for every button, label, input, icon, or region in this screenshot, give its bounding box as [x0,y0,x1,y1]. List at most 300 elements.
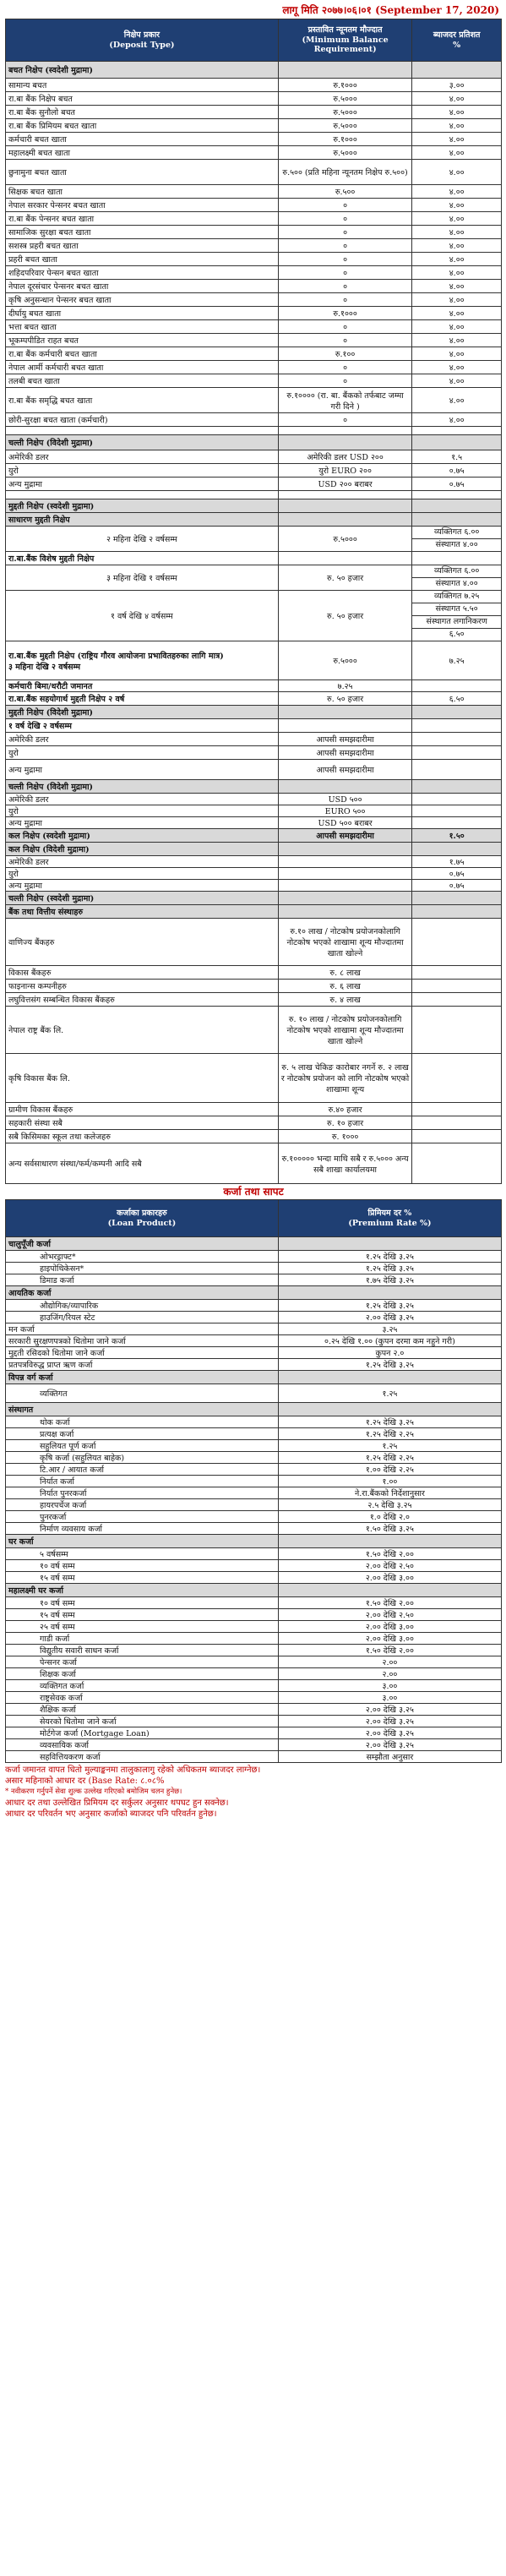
min-balance-cell: ० [278,413,411,427]
rate-cell: ४.०० [412,320,502,334]
deposit-section-row [6,829,502,843]
premium-rate-cell: कुपन २.० [278,1347,501,1359]
deposit-type-header-en: (Deposit Type) [109,40,175,50]
deposit-type-cell: ३ महिना देखि १ वर्षसम्म [6,565,279,591]
min-balance-cell: रु.५०० [278,185,411,199]
premium-rate-cell: १.७५ देखि ३.२५ [278,1274,501,1286]
deposit-type-cell: छोरी-सुरक्षा बचत खाता (कर्मचारी) [6,413,279,427]
premium-rate-cell: २.०० देखि ३.२५ [278,1312,501,1323]
loan-product-cell: टि.आर / आयात कर्जा [6,1464,279,1476]
deposit-spacer-row [6,427,502,435]
loan-row [6,1680,502,1692]
rate-cell [412,780,502,794]
min-balance-cell: रु.१००० [278,307,411,320]
rate-cell [412,1116,502,1130]
rastriya-label: रा.बा.बैंक मुद्दती निक्षेप (राष्ट्रिय गौरव आयोजना प्रभावितहरुका लागि मात्र) [8,651,224,661]
loan-product-cell: घर कर्जा [6,1535,279,1548]
deposit-type-cell: अमेरिकी डलर [6,856,279,868]
deposit-section-row [6,892,502,905]
min-balance-cell: ० [278,293,411,307]
loan-row [6,1487,502,1499]
min-balance-cell: ० [278,212,411,226]
min-balance-cell: USD ५०० बराबर [278,817,411,829]
loan-product-cell: निर्यात कर्जा [6,1476,279,1487]
deposit-row [6,239,502,253]
premium-rate-cell: १.५० देखि २.०० [278,1645,501,1656]
rate-cell [412,1007,502,1054]
loan-product-cell: हायरपर्चेज कर्जा [6,1499,279,1511]
deposit-row [6,361,502,374]
loan-product-cell: ५ वर्षसम्म [6,1548,279,1560]
fd-general-row [6,527,502,552]
rate-cell [412,491,502,499]
deposit-row [6,92,502,106]
loan-section-row [6,1237,502,1251]
footnotes [5,1765,502,1820]
deposit-row [6,413,502,427]
premium-rate-cell: २.०० देखि २.५० [278,1560,501,1572]
loan-row [6,1251,502,1263]
footnote-line: कर्जा जमानत वापत धितो मुल्याङ्कनमा तालुकालागु रहेको अधिकतम ब्याजदर लाग्नेछ। [5,1766,261,1775]
min-balance-cell: रु.५००० [278,92,411,106]
deposit-type-cell: रा.बा बैंक कर्मचारी बचत खाता [6,347,279,361]
min-balance-cell: ७.२५ [278,680,411,692]
loan-row [6,1656,502,1668]
min-balance-cell [278,719,411,733]
premium-rate-cell: १.२५ देखि ३.२५ [278,1263,501,1274]
min-balance-cell: रु.५००० [278,146,411,160]
loan-product-cell: संस्थागत [6,1403,279,1416]
rate-header-pct: % [453,40,461,50]
premium-rate-cell: १.२५ [278,1384,501,1403]
loan-row [6,1727,502,1739]
loan-product-cell: मुद्दती रसिदको धितोमा जाने कर्जा [6,1347,279,1359]
rate-cell: ४.०० [412,293,502,307]
min-balance-cell: रु.१००० [278,79,411,92]
deposit-type-cell: कृषि विकास बैंक लि. [6,1054,279,1103]
loan-row [6,1692,502,1704]
deposit-row [6,1007,502,1054]
premium-rate-cell [278,1286,501,1300]
deposit-row [6,226,502,239]
min-balance-cell: रु.५००० [278,106,411,119]
rate-cell [412,746,502,760]
loan-row [6,1668,502,1680]
deposit-row [6,450,502,464]
deposit-type-cell: युरो [6,746,279,760]
loan-table-header [6,1200,502,1237]
deposit-table-header [6,19,502,62]
deposit-row [6,334,502,347]
deposit-type-cell: महालक्ष्मी बचत खाता [6,146,279,160]
deposit-row [6,293,502,307]
loan-product-cell: डिमाड कर्जा [6,1274,279,1286]
rate-line: संस्थागत ५.५० [412,603,501,616]
rate-cell: ४.०० [412,266,502,280]
loan-product-cell: औद्योगिक/व्यापारिक [6,1300,279,1312]
deposit-row [6,794,502,805]
loan-product-cell: चालुपूँजी कर्जा [6,1237,279,1251]
rate-cell: ४.०० [412,226,502,239]
fd-special-head-row [6,552,502,565]
rate-cell: ४.०० [412,119,502,133]
rate-cell: ४.०० [412,106,502,119]
premium-rate-cell: १.० देखि २.० [278,1511,501,1523]
deposit-row [6,106,502,119]
rate-cell [412,427,502,435]
deposit-type-cell: लघुवित्तसंग सम्बन्धित विकास बैंकहरु [6,993,279,1007]
deposit-row [6,253,502,266]
deposit-type-cell: सामाजिक सुरक्षा बचत खाता [6,226,279,239]
fd-special-two-row [6,692,502,706]
deposit-section-row [6,62,502,79]
rate-cell [412,513,502,527]
deposit-row [6,993,502,1007]
min-balance-cell [278,892,411,905]
premium-rate-cell [278,1535,501,1548]
premium-rate-cell: १.५० देखि ३.२५ [278,1523,501,1535]
min-balance-cell [278,427,411,435]
deposit-rate-table [5,19,502,1184]
loan-row [6,1452,502,1464]
min-balance-cell: रु. ४ लाख [278,993,411,1007]
rate-line: व्यक्तिगत ७.२५ [412,591,501,603]
footnote-line: * नवीकरण गर्नुपर्ने सेवा शुल्क उल्लेख गरिएको बमोजिम चलन हुनेछ। [5,1787,182,1796]
loan-product-header-np: कर्जाका प्रकारहरु [117,1208,167,1218]
min-balance-cell: ० [278,253,411,266]
loan-section-row [6,1584,502,1597]
min-balance-cell: ० [278,334,411,347]
loan-row [6,1523,502,1535]
min-balance-cell: रु.१०००० (रा. बा. बैंकको तर्फबाट जम्मा गरी दिने ) [278,388,411,413]
rate-cell [412,680,502,692]
premium-rate-cell: २.०० देखि ३.२५ [278,1739,501,1751]
min-balance-cell [278,491,411,499]
deposit-type-cell: अन्य मुद्रामा [6,817,279,829]
deposit-row [6,464,502,478]
premium-rate-cell: १.५० देखि २.०० [278,1597,501,1609]
deposit-type-cell: बचत निक्षेप (स्वदेशी मुद्रामा) [6,62,279,79]
deposit-type-cell: सबै किसिमका स्कूल तथा कलेजहरु [6,1130,279,1143]
premium-rate-cell: १.२५ देखि ३.२५ [278,1300,501,1312]
rate-cell: ४.०० [412,361,502,374]
min-balance-cell: रु. ५ लाख चेकिङ कारोबार नगर्ने रु. २ लाख र नोटकोष प्रयोजन को लागि नोटकोष भएको शाखामा शून्य [278,1054,411,1103]
rate-line: संस्थागत लगानिकरण [412,616,501,629]
footnote-line: आधार दर परिवर्तन भए अनुसार कर्जाको ब्याजदर पनि परिवर्तन हुनेछ। [5,1809,217,1819]
premium-rate-cell: ३.२५ [278,1323,501,1335]
min-balance-cell [278,62,411,79]
deposit-type-cell: दीर्घायु बचत खाता [6,307,279,320]
min-balance-cell: रु. ५० हजार [278,565,411,591]
min-balance-cell: ० [278,280,411,293]
min-balance-cell: रु.५०० (प्रति महिना न्यूनतम निक्षेप रु.५००) [278,160,411,185]
deposit-type-cell: कर्मचारी बचत खाता [6,133,279,146]
deposit-type-cell: फाइनान्स कम्पनीहरु [6,980,279,993]
loan-product-cell: सरकारी सुरक्षणपत्रको धितोमा जाने कर्जा [6,1335,279,1347]
deposit-row [6,760,502,780]
rate-cell: ४.०० [412,307,502,320]
rate-line: संस्थागत ४.०० [435,540,478,549]
rate-cell: ४.०० [412,185,502,199]
premium-rate-cell: १.२५ देखि ३.२५ [278,1416,501,1428]
loan-section-title: कर्जा तथा सापट [5,1184,502,1199]
premium-rate-cell: १.२५ [278,1440,501,1452]
rate-cell: ४.०० [412,347,502,361]
fd-rastriya-row [6,641,502,680]
deposit-type-cell: कल निक्षेप (स्वदेशी मुद्रामा) [6,829,279,843]
deposit-type-cell [6,491,279,499]
footnote-line: असार महिनाको आधार दर (Base Rate: ८.०८% [5,1776,165,1786]
loan-product-cell: प्रतपत्रविरुद्ध प्राप्त ऋण कर्जा [6,1359,279,1371]
deposit-row [6,212,502,226]
loan-row [6,1597,502,1609]
deposit-section-row [6,435,502,450]
deposit-type-cell: प्रहरी बचत खाता [6,253,279,266]
premium-rate-cell: १.०० [278,1476,501,1487]
deposit-type-cell: अमेरिकी डलर [6,794,279,805]
min-balance-cell: रु.५००० [278,119,411,133]
deposit-row [6,719,502,733]
rate-cell: ४.०० [412,334,502,347]
deposit-section-row [6,780,502,794]
rate-cell: ४.०० [412,413,502,427]
deposit-type-header-np: निक्षेप प्रकार [123,30,161,40]
min-balance-cell: EURO ५०० [278,805,411,817]
loan-product-cell: २५ वर्ष सम्म [6,1621,279,1633]
deposit-type-cell: चल्ती निक्षेप (स्वदेशी मुद्रामा) [6,892,279,905]
loan-product-cell: १५ वर्ष सम्म [6,1572,279,1584]
loan-product-cell: विद्युतीय सवारी साधन कर्जा [6,1645,279,1656]
rate-header [412,19,502,62]
loan-row [6,1428,502,1440]
rate-cell: ४.०० [412,212,502,226]
deposit-type-cell: बैंक तथा वित्तीय संस्थाहरु [6,905,279,919]
premium-rate-cell: २.०० देखि ३.०० [278,1621,501,1633]
deposit-type-cell: युरो [6,805,279,817]
loan-product-header-en: (Loan Product) [107,1218,177,1228]
rate-cell [412,919,502,966]
deposit-type-cell: छुनामुना बचत खाता [6,160,279,185]
min-balance-cell [278,513,411,527]
loan-table-body [6,1237,502,1763]
deposit-row [6,1143,502,1184]
loan-product-cell: मन कर्जा [6,1323,279,1335]
loan-product-cell: प्रत्यक्ष कर्जा [6,1428,279,1440]
deposit-section-row [6,706,502,719]
loan-row [6,1621,502,1633]
rastriya-term: ३ महिना देखि २ वर्षसम्म [8,662,81,672]
deposit-row [6,79,502,92]
loan-row [6,1359,502,1371]
premium-rate-header-en: (Premium Rate %) [348,1218,432,1228]
deposit-row [6,199,502,212]
deposit-row [6,880,502,892]
rate-cell: ०.७५ [412,478,502,491]
min-balance-cell: युरो EURO २०० [278,464,411,478]
deposit-type-cell: अन्य मुद्रामा [6,880,279,892]
deposit-type-cell: भूकम्पपीडित राहत बचत [6,334,279,347]
deposit-row [6,980,502,993]
loan-product-cell: हाउजिंग/रियल स्टेट [6,1312,279,1323]
loan-row [6,1440,502,1452]
loan-product-cell: सहवित्तियकरण कर्जा [6,1751,279,1763]
premium-rate-cell: १.५० देखि २.०० [278,1548,501,1560]
deposit-type-cell: रा.बा बैंक निक्षेप बचत [6,92,279,106]
premium-rate-cell: ०.२५ देखि १.०० (कुपन दरमा कम नहुने गरी) [278,1335,501,1347]
deposit-type-cell: युरो [6,868,279,880]
rate-cell [412,905,502,919]
loan-product-header [6,1200,279,1237]
deposit-row [6,856,502,868]
deposit-row [6,1054,502,1103]
loan-row [6,1300,502,1312]
deposit-type-cell: अन्य मुद्रामा [6,760,279,780]
deposit-type-cell: रा.बा बैंक पेन्सनर बचत खाता [6,212,279,226]
loan-product-cell: गाडी कर्जा [6,1633,279,1645]
min-balance-cell: ० [278,266,411,280]
rate-cell [412,591,502,641]
deposit-type-cell: १ वर्ष देखि २ वर्षसम्म [6,719,279,733]
deposit-table-body [6,62,502,1184]
rate-line: व्यक्तिगत ६.०० [412,565,501,578]
loan-product-cell: शैक्षिक कर्जा [6,1704,279,1716]
rate-cell: ०.७५ [412,464,502,478]
deposit-spacer-row [6,491,502,499]
rate-cell: ७.२५ [412,641,502,680]
deposit-section-row [6,499,502,513]
deposit-type-cell: नेपाल आर्मी कर्मचारी बचत खाता [6,361,279,374]
min-balance-cell: रु. ८ लाख [278,966,411,980]
deposit-row [6,307,502,320]
rate-cell: ४.०० [412,92,502,106]
deposit-type-cell: शहिदपरिवार पेन्सन बचत खाता [6,266,279,280]
loan-row [6,1347,502,1359]
deposit-row [6,966,502,980]
loan-row [6,1464,502,1476]
deposit-type-cell: १ वर्ष देखि ४ वर्षसम्म [6,591,279,641]
rate-cell [412,966,502,980]
loan-row [6,1263,502,1274]
premium-rate-cell: २.०० [278,1656,501,1668]
loan-row [6,1511,502,1523]
min-balance-cell: ० [278,361,411,374]
deposit-type-cell: ग्रामीण विकास बैंकहरु [6,1103,279,1116]
min-balance-cell: रु.१०० [278,347,411,361]
min-balance-cell [278,499,411,513]
min-balance-cell: रु.५००० [278,527,411,552]
loan-row [6,1739,502,1751]
premium-rate-cell: १.२५ देखि २.२५ [278,1428,501,1440]
loan-row [6,1499,502,1511]
min-balance-cell: USD २०० बराबर [278,478,411,491]
deposit-type-cell: नेपाल सरकार पेन्सनर बचत खाता [6,199,279,212]
rate-cell: १.७५ [412,856,502,868]
deposit-row [6,146,502,160]
loan-section-row [6,1371,502,1384]
loan-section-row [6,1535,502,1548]
loan-product-cell: थोक कर्जा [6,1416,279,1428]
premium-rate-cell: १.२५ देखि ३.२५ [278,1251,501,1263]
deposit-type-cell: सामान्य बचत [6,79,279,92]
min-balance-cell: ० [278,239,411,253]
loan-row [6,1384,502,1403]
rate-cell [412,1130,502,1143]
loan-product-cell: सेयरको धितोमा जाने कर्जा [6,1716,279,1727]
premium-rate-cell: २.०० देखि ३.२५ [278,1716,501,1727]
loan-product-cell: शिक्षक कर्जा [6,1668,279,1680]
deposit-type-cell: रा.बा बैंक समृद्धि बचत खाता [6,388,279,413]
rate-cell [412,435,502,450]
premium-rate-cell: १.०० देखि २.२५ [278,1464,501,1476]
deposit-type-cell: कल निक्षेप (विदेशी मुद्रामा) [6,843,279,856]
deposit-type-cell: रा.बा.बैंक विशेष मुद्दती निक्षेप [6,552,279,565]
deposit-type-cell: वाणिज्य बैंकहरु [6,919,279,966]
loan-row [6,1323,502,1335]
deposit-type-cell: रा.बा बैंक प्रिमियम बचत खाता [6,119,279,133]
rate-cell [412,565,502,591]
loan-row [6,1704,502,1716]
loan-row [6,1560,502,1572]
premium-rate-cell: ने.रा.बैंकको निर्देशानुसार [278,1487,501,1499]
loan-rate-table [5,1199,502,1763]
deposit-type-cell: अन्य सर्वसाधारण संस्था/फर्म/कम्पनी आदि सबै [6,1143,279,1184]
premium-rate-cell: २.०० देखि ३.०० [278,1572,501,1584]
loan-product-cell: आयतिक कर्जा [6,1286,279,1300]
premium-rate-cell [278,1584,501,1597]
loan-product-cell: राष्ट्रसेवक कर्जा [6,1692,279,1704]
deposit-row [6,1103,502,1116]
rate-header-np: ब्याजदर प्रतिशत [433,30,481,40]
rate-cell: ०.७५ [412,868,502,880]
rate-cell: ४.०० [412,374,502,388]
deposit-type-cell: भत्ता बचत खाता [6,320,279,334]
min-balance-cell: आपसी समझदारीमा [278,746,411,760]
min-balance-cell: USD ५०० [278,794,411,805]
rate-cell: ४.०० [412,239,502,253]
min-balance-cell: रु.१००००० भन्दा माथि सबै र रु.५००० अन्य सबै शाखा कार्यालयमा [278,1143,411,1184]
min-balance-cell [278,435,411,450]
rate-cell: ४.०० [412,160,502,185]
min-balance-cell [278,780,411,794]
fd-karmachari-row [6,680,502,692]
loan-row [6,1548,502,1560]
deposit-type-cell: कृषि अनुसन्धान पेन्सनर बचत खाता [6,293,279,307]
loan-product-cell: १० वर्ष सम्म [6,1597,279,1609]
deposit-section-row [6,513,502,527]
min-balance-cell: रु.५००० [278,641,411,680]
rate-cell [412,499,502,513]
deposit-type-cell: रा.बा बैंक सुनौलो बचत [6,106,279,119]
rate-cell [412,733,502,746]
deposit-row [6,347,502,361]
rate-cell: ४.०० [412,146,502,160]
rate-cell [412,980,502,993]
loan-product-cell: १० वर्ष सम्म [6,1560,279,1572]
deposit-row [6,733,502,746]
loan-section-row [6,1403,502,1416]
min-balance-cell: रु.४० हजार [278,1103,411,1116]
deposit-type-cell: सिक्षक बचत खाता [6,185,279,199]
rate-cell [412,843,502,856]
deposit-type-cell: अमेरिकी डलर [6,450,279,464]
loan-product-cell: १५ वर्ष सम्म [6,1609,279,1621]
footnote-line: आधार दर तथा उल्लेखित प्रिमियम दर सर्कुलर अनुसार थपघट हुन सक्नेछ। [5,1798,229,1808]
loan-row [6,1645,502,1656]
min-balance-cell: रु.१० लाख / नोटकोष प्रयोजनकोलागि नोटकोष भएको शाखामा शून्य मौज्दातमा खाता खोल्ने [278,919,411,966]
rate-cell [412,817,502,829]
deposit-type-cell [6,427,279,435]
loan-row [6,1476,502,1487]
